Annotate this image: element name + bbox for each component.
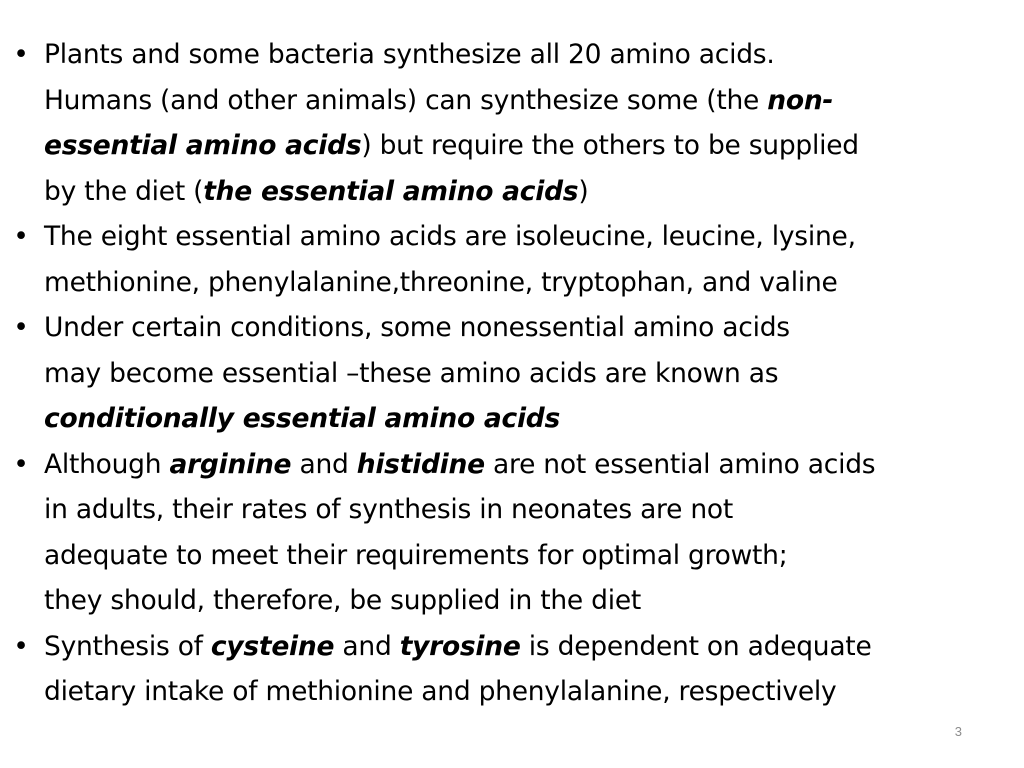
bullet-item (10, 624, 1016, 715)
bullet-line (44, 442, 1016, 488)
text-run: they should, therefore, be supplied in the diet (44, 585, 642, 616)
bullet-dot-icon: • (13, 312, 29, 343)
bullet-dot-icon: • (13, 221, 29, 252)
bullet-line (44, 533, 1016, 579)
emphasized-term: histidine (356, 448, 485, 480)
text-run: Humans (and other animals) can synthesize some (the (44, 84, 768, 116)
bullet-line (44, 624, 1016, 670)
text-run: adequate to meet their requirements for optimal growth; (44, 539, 788, 571)
text-run: Synthesis of (44, 630, 211, 662)
text-run: is dependent on adequate (520, 630, 872, 662)
bullet-dot-icon: • (13, 448, 29, 480)
emphasized-term: arginine (169, 448, 292, 480)
text-run: by the diet ( (44, 175, 204, 207)
emphasized-term: the essential amino acids (203, 175, 579, 207)
bullet-line (44, 32, 1016, 78)
bullet-line (44, 305, 1016, 351)
bullet-line (44, 78, 1016, 124)
bullet-item (10, 214, 1016, 305)
bullet-item (10, 32, 1016, 214)
text-run: ) but require the others to be supplied (361, 130, 859, 161)
bullet-line (44, 169, 1016, 215)
emphasized-term: non- (767, 84, 834, 116)
text-run: dietary intake of methionine and phenylalanine, respectively (44, 676, 837, 707)
text-run: and (334, 630, 400, 662)
bullet-line (44, 578, 1016, 624)
text-run: in adults, their rates of synthesis in neonates are not (44, 494, 733, 525)
bullet-line (44, 669, 1016, 715)
text-run: Under certain conditions, some nonessential amino acids (44, 312, 790, 343)
text-run: and (291, 448, 357, 480)
bullet-line (44, 123, 1016, 169)
bullet-dot-icon: • (13, 630, 29, 662)
emphasized-term: conditionally essential amino acids (44, 403, 561, 434)
bullet-line (44, 487, 1016, 533)
text-run: Although (44, 448, 170, 480)
emphasized-term: cysteine (210, 630, 335, 662)
bullet-line (44, 396, 1016, 442)
bullet-list (10, 32, 1016, 715)
text-run: methionine, phenylalanine,threonine, tryptophan, and valine (44, 266, 838, 298)
bullet-line (44, 351, 1016, 397)
bullet-dot-icon: • (13, 39, 29, 70)
text-run: may become essential –these amino acids are known as (44, 357, 779, 389)
bullet-line (44, 260, 1016, 306)
text-run: are not essential amino acids (484, 448, 876, 480)
emphasized-term: essential amino acids (44, 130, 362, 161)
page-number: 3 (954, 724, 962, 739)
text-run: The eight essential amino acids are isoleucine, leucine, lysine, (44, 221, 856, 252)
bullet-line (44, 214, 1016, 260)
bullet-item (10, 442, 1016, 624)
text-run: ) (578, 175, 589, 207)
bullet-item (10, 305, 1016, 442)
emphasized-term: tyrosine (399, 630, 521, 662)
text-run: Plants and some bacteria synthesize all 20 amino acids. (44, 39, 775, 70)
